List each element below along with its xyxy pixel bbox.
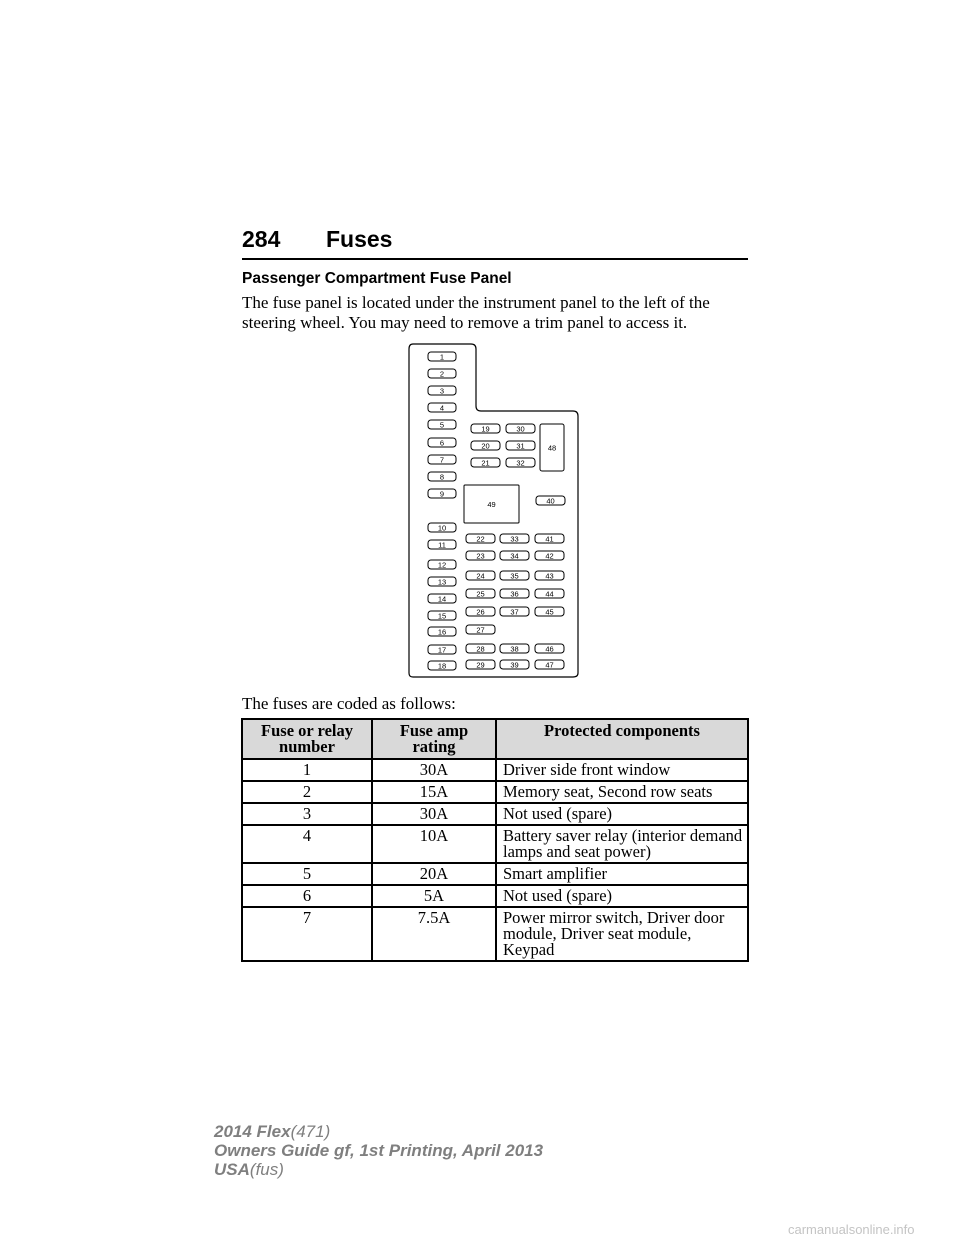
footer-line-3 (214, 1160, 543, 1179)
fuse-number-cell: 6 (242, 885, 372, 907)
fuse-42-label: 42 (545, 551, 554, 561)
components-cell: Not used (spare) (496, 803, 748, 825)
fuse-44-label: 44 (545, 589, 554, 599)
fuse-number-cell: 1 (242, 759, 372, 781)
page-number: 284 (242, 226, 281, 252)
components-cell: Battery saver relay (interior demand lamps and seat power) (496, 825, 748, 863)
chapter-title: Fuses (326, 226, 393, 252)
fuse-21-label: 21 (481, 458, 490, 468)
fuse-34-label: 34 (510, 551, 519, 561)
table-row (242, 863, 748, 885)
fuse-45-label: 45 (545, 607, 554, 617)
components-cell: Smart amplifier (496, 863, 748, 885)
table-header-row (242, 719, 748, 759)
header-amp-rating: Fuse amp rating (372, 719, 496, 759)
fuse-41-label: 41 (545, 534, 554, 544)
relay-49-label: 49 (487, 500, 496, 509)
relay-48-label: 48 (547, 443, 557, 453)
fuse-14-label: 14 (437, 594, 447, 604)
header-rule (242, 258, 748, 260)
table-row (242, 803, 748, 825)
fuse-15-label: 15 (437, 611, 447, 621)
amp-rating-cell: 7.5A (372, 907, 496, 961)
fuse-9-label: 9 (439, 489, 445, 499)
header-fuse-number: Fuse or relay number (242, 719, 372, 759)
fuse-17-label: 17 (437, 645, 447, 655)
components-cell: Not used (spare) (496, 885, 748, 907)
table-row (242, 781, 748, 803)
watermark: carmanualsonline.info (788, 1222, 915, 1237)
fuse-36-label: 36 (510, 589, 519, 599)
fuse-43-label: 43 (545, 571, 554, 581)
fuse-26-label: 26 (476, 607, 485, 617)
table-row (242, 825, 748, 863)
fuse-25-label: 25 (476, 589, 485, 599)
fuse-number-cell: 7 (242, 907, 372, 961)
fuse-46-label: 46 (545, 644, 554, 654)
fuse-33-label: 33 (510, 534, 519, 544)
fuse-31-label: 31 (516, 441, 525, 451)
footer-market-code: (fus) (249, 1160, 284, 1179)
coded-as-text: The fuses are coded as follows: (242, 694, 456, 713)
table-row (242, 759, 748, 781)
amp-rating-cell: 20A (372, 863, 496, 885)
fuse-18-label: 18 (437, 661, 447, 671)
fuse-10-label: 10 (437, 523, 447, 533)
section-heading: Passenger Compartment Fuse Panel (242, 270, 512, 287)
fuse-20-label: 20 (481, 441, 490, 451)
fuse-number-cell: 2 (242, 781, 372, 803)
fuse-37-label: 37 (510, 607, 519, 617)
fuse-30-label: 30 (516, 424, 525, 434)
components-cell: Power mirror switch, Driver door module, Driver seat module, Keypad (496, 907, 748, 961)
fuse-24-label: 24 (476, 571, 485, 581)
fuse-19-label: 19 (481, 424, 490, 434)
fuse-40-label: 40 (546, 496, 555, 506)
footer (214, 1122, 543, 1179)
fuse-3-label: 3 (439, 386, 445, 396)
header-protected-components: Protected components (496, 719, 748, 759)
fuse-28-label: 28 (476, 644, 485, 654)
fuse-39-label: 39 (510, 660, 519, 670)
amp-rating-cell: 5A (372, 885, 496, 907)
fuse-7-label: 7 (439, 455, 445, 465)
fuse-number-cell: 4 (242, 825, 372, 863)
components-cell: Memory seat, Second row seats (496, 781, 748, 803)
fuse-32-label: 32 (516, 458, 525, 468)
footer-printing: Owners Guide gf, 1st Printing, April 2013 (214, 1141, 544, 1160)
amp-rating-cell: 10A (372, 825, 496, 863)
footer-market: USA (214, 1160, 250, 1179)
amp-rating-cell: 30A (372, 803, 496, 825)
footer-line-2 (214, 1141, 543, 1160)
components-cell: Driver side front window (496, 759, 748, 781)
fuse-4-label: 4 (439, 403, 445, 413)
fuse-1-label: 1 (439, 352, 445, 362)
fuse-panel-diagram (405, 340, 581, 678)
fuse-11-label: 11 (438, 540, 446, 550)
footer-line-1 (214, 1122, 543, 1141)
amp-rating-cell: 15A (372, 781, 496, 803)
fuse-29-label: 29 (476, 660, 485, 670)
fuse-table (241, 718, 749, 962)
fuse-8-label: 8 (439, 472, 445, 482)
table-row (242, 907, 748, 961)
fuse-6-label: 6 (439, 438, 445, 448)
fuse-5-label: 5 (439, 420, 445, 430)
footer-model-code: (471) (290, 1122, 331, 1141)
footer-model: 2014 Flex (214, 1122, 291, 1141)
fuse-22-label: 22 (476, 534, 485, 544)
fuse-number-cell: 5 (242, 863, 372, 885)
amp-rating-cell: 30A (372, 759, 496, 781)
intro-paragraph: The fuse panel is located under the instrument panel to the left of the steering wheel. You may need to remove a trim panel to access it. (242, 293, 710, 332)
fuse-23-label: 23 (476, 551, 485, 561)
table-row (242, 885, 748, 907)
fuse-38-label: 38 (510, 644, 519, 654)
fuse-2-label: 2 (439, 369, 445, 379)
fuse-47-label: 47 (545, 660, 554, 670)
fuse-35-label: 35 (510, 571, 519, 581)
fuse-13-label: 13 (437, 577, 447, 587)
fuse-number-cell: 3 (242, 803, 372, 825)
fuse-12-label: 12 (437, 560, 447, 570)
fuse-27-label: 27 (476, 625, 485, 635)
fuse-16-label: 16 (437, 627, 447, 637)
